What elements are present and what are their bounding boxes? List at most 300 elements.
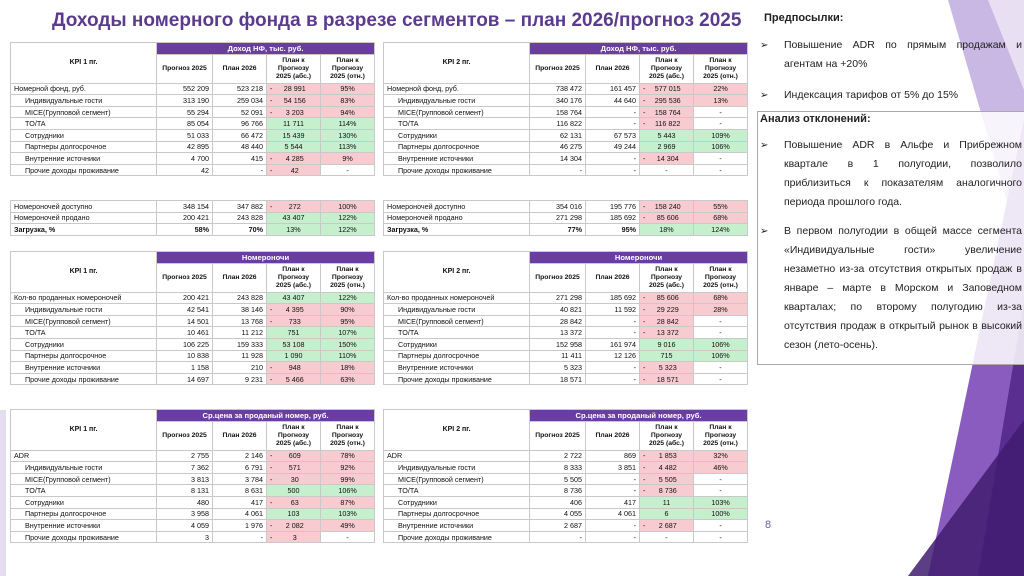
negative-sign: - (643, 119, 646, 129)
cell-rel-delta: 114% (321, 118, 375, 130)
cell-abs-delta (267, 496, 321, 508)
abs-value: 103 (287, 509, 300, 519)
cell-abs-delta (267, 485, 321, 497)
cell-abs-delta (640, 164, 694, 176)
cell-forecast: 406 (530, 496, 586, 508)
row-label: Кол-во проданных номероночей (384, 292, 530, 304)
abs-value: 4 395 (285, 304, 304, 314)
table-row (11, 450, 375, 462)
abs-value: 30 (290, 474, 299, 484)
col-abs: План к Прогнозу 2025 (абс.) (267, 54, 321, 83)
row-label: MICE(Групповой сегмент) (11, 473, 157, 485)
analysis-item: ➢ В первом полугодии в общей массе сегмента «Индивидуальные гости» увеличение незаметно из-за отсутствия открытых продаж в январе – марте в Морском и Заповедном кварталах; по второму полугодию из-за отсутствия продаж в открытый рынок в высокий сезон (лето-осень). (760, 222, 1022, 355)
table-header-row (384, 252, 748, 264)
row-label: ADR (11, 450, 157, 462)
row-label: Сотрудники (384, 496, 530, 508)
row-label: Внутренние источники (384, 153, 530, 165)
negative-sign: - (643, 520, 646, 530)
table-section-header: Ср.цена за проданый номер, руб. (157, 410, 375, 422)
abs-value: 63 (290, 497, 299, 507)
row-label: Номероночей продано (11, 212, 157, 224)
cell-forecast: 2 687 (530, 520, 586, 532)
cell-rel-delta: - (694, 315, 748, 327)
cell-forecast: 46 275 (530, 141, 586, 153)
row-label: Индивидуальные гости (11, 462, 157, 474)
cell-abs-delta (640, 83, 694, 95)
cell-rel-delta: 32% (694, 450, 748, 462)
cell-forecast: 10 461 (157, 327, 213, 339)
analysis-item: ➢ Повышение ADR в Альфе и Прибрежном квартале в 1 полугодии, позволило приблизиться к показателям аналогичного периода прошлого года. (760, 136, 1022, 212)
cell-plan: - (213, 164, 267, 176)
cell-forecast: 2 755 (157, 450, 213, 462)
abs-value: 116 822 (654, 119, 681, 129)
cell-forecast: 158 764 (530, 106, 586, 118)
col-rel: План к Прогнозу 2025 (отн.) (321, 54, 375, 83)
cell-rel-delta: 95% (321, 83, 375, 95)
row-label: Партнеры долгосрочное (384, 350, 530, 362)
table-row (11, 473, 375, 485)
cell-forecast: 3 (157, 531, 213, 543)
cell-abs-delta (640, 129, 694, 141)
negative-sign: - (643, 107, 646, 117)
cell-rel-delta: 63% (321, 373, 375, 385)
cell-plan: - (586, 164, 640, 176)
cell-rel-delta: - (321, 164, 375, 176)
cell-rel-delta: 78% (321, 450, 375, 462)
premises-title: Предпосылки: (764, 12, 844, 24)
table-header-row (11, 252, 375, 264)
occupancy-table-h1 (10, 200, 375, 236)
negative-sign: - (270, 497, 273, 507)
cell-forecast: 8 736 (530, 485, 586, 497)
abs-value: 43 407 (282, 293, 305, 303)
table-header-row (11, 43, 375, 55)
cell-abs-delta (640, 496, 694, 508)
cell-forecast: 106 225 (157, 338, 213, 350)
cell-abs-delta (640, 473, 694, 485)
cell-rel-delta: 124% (694, 224, 748, 236)
cell-rel-delta: 150% (321, 338, 375, 350)
negative-sign: - (270, 462, 273, 472)
table-row (11, 373, 375, 385)
row-label: Номероночей продано (384, 212, 530, 224)
cell-forecast: 4 059 (157, 520, 213, 532)
cell-plan: 415 (213, 153, 267, 165)
row-label: Сотрудники (11, 338, 157, 350)
cell-forecast: 2 722 (530, 450, 586, 462)
table-row (11, 327, 375, 339)
row-label: TO/TA (384, 118, 530, 130)
row-label: TO/TA (384, 485, 530, 497)
cell-rel-delta: - (694, 106, 748, 118)
table-row (11, 462, 375, 474)
col-rel: План к Прогнозу 2025 (отн.) (321, 263, 375, 292)
cell-rel-delta: 9% (321, 153, 375, 165)
col-plan: План 2026 (213, 54, 267, 83)
row-label: Загрузка, % (11, 224, 157, 236)
cell-forecast: 11 411 (530, 350, 586, 362)
abs-value: 14 304 (656, 153, 679, 163)
cell-abs-delta (267, 315, 321, 327)
cell-forecast: 10 838 (157, 350, 213, 362)
table-row (384, 118, 748, 130)
row-label: Партнеры долгосрочное (11, 508, 157, 520)
table-row (384, 304, 748, 316)
cell-forecast: 42 895 (157, 141, 213, 153)
cell-rel-delta: 68% (694, 212, 748, 224)
abs-value: 2 082 (285, 520, 304, 530)
col-rel: План к Прогнозу 2025 (отн.) (694, 421, 748, 450)
table-row (384, 292, 748, 304)
abs-value: 733 (288, 316, 301, 326)
cell-abs-delta (640, 141, 694, 153)
table-section-header: Номероночи (157, 252, 375, 264)
table-header-row (384, 43, 748, 55)
avg-price-table-h2 (383, 409, 748, 543)
cell-plan: 243 828 (213, 212, 267, 224)
cell-abs-delta (640, 304, 694, 316)
table-row (11, 362, 375, 374)
cell-forecast: 51 033 (157, 129, 213, 141)
cell-forecast: - (530, 531, 586, 543)
cell-plan: 159 333 (213, 338, 267, 350)
analysis-title: Анализ отклонений: (760, 113, 871, 125)
abs-value: 29 229 (656, 304, 679, 314)
cell-abs-delta (640, 462, 694, 474)
cell-plan: - (586, 315, 640, 327)
row-label: Индивидуальные гости (384, 95, 530, 107)
cell-rel-delta: 46% (694, 462, 748, 474)
negative-sign: - (643, 213, 646, 223)
left-accent-bar (0, 410, 6, 576)
cell-rel-delta: 103% (694, 496, 748, 508)
arrow-bullet-icon: ➢ (760, 226, 769, 237)
col-abs: План к Прогнозу 2025 (абс.) (640, 263, 694, 292)
cell-rel-delta: 90% (321, 304, 375, 316)
cell-rel-delta: 106% (321, 485, 375, 497)
room-nights-table-h2 (383, 251, 748, 385)
negative-sign: - (270, 84, 273, 94)
cell-plan: 195 776 (586, 201, 640, 213)
cell-plan: - (586, 473, 640, 485)
col-abs: План к Прогнозу 2025 (абс.) (640, 54, 694, 83)
cell-plan: - (586, 118, 640, 130)
cell-abs-delta (267, 362, 321, 374)
cell-abs-delta (640, 153, 694, 165)
cell-abs-delta (267, 462, 321, 474)
negative-sign: - (270, 362, 273, 372)
cell-forecast: 58% (157, 224, 213, 236)
abs-value: 948 (288, 362, 301, 372)
table-section-header: Номероночи (530, 252, 748, 264)
row-label: Номерной фонд, руб. (384, 83, 530, 95)
table-row (384, 485, 748, 497)
cell-abs-delta (267, 129, 321, 141)
cell-plan: 96 766 (213, 118, 267, 130)
col-forecast: Прогноз 2025 (157, 54, 213, 83)
col-abs: План к Прогнозу 2025 (абс.) (267, 263, 321, 292)
cell-rel-delta: 94% (321, 106, 375, 118)
cell-abs-delta (267, 201, 321, 213)
negative-sign: - (270, 532, 273, 542)
cell-plan: 70% (213, 224, 267, 236)
cell-forecast: 354 016 (530, 201, 586, 213)
col-plan: План 2026 (586, 421, 640, 450)
abs-value: 4 482 (658, 462, 677, 472)
table-header-row (384, 410, 748, 422)
cell-abs-delta (640, 292, 694, 304)
cell-rel-delta: 100% (321, 201, 375, 213)
table-row (384, 327, 748, 339)
row-label: Индивидуальные гости (11, 95, 157, 107)
cell-plan: 66 472 (213, 129, 267, 141)
cell-forecast: 62 131 (530, 129, 586, 141)
row-label: Кол-во проданных номероночей (11, 292, 157, 304)
table-row (384, 508, 748, 520)
abs-value: 3 203 (285, 107, 304, 117)
abs-value: 9 016 (657, 339, 676, 349)
cell-forecast: 116 822 (530, 118, 586, 130)
cell-rel-delta: 92% (321, 462, 375, 474)
negative-sign: - (643, 84, 646, 94)
cell-forecast: 200 421 (157, 292, 213, 304)
cell-abs-delta (267, 292, 321, 304)
row-label: Номероночей доступно (11, 201, 157, 213)
abs-value: - (665, 532, 668, 542)
abs-value: 11 (662, 497, 671, 507)
cell-plan: 4 061 (213, 508, 267, 520)
cell-rel-delta: - (694, 362, 748, 374)
row-label: Прочие доходы проживание (384, 373, 530, 385)
abs-value: 54 156 (283, 95, 306, 105)
cell-abs-delta (267, 224, 321, 236)
cell-forecast: 42 (157, 164, 213, 176)
cell-plan: 417 (586, 496, 640, 508)
cell-plan: - (586, 153, 640, 165)
table-row (11, 212, 375, 224)
cell-rel-delta: 18% (321, 362, 375, 374)
table-row (11, 292, 375, 304)
table-row (384, 106, 748, 118)
negative-sign: - (270, 165, 273, 175)
cell-plan: 243 828 (213, 292, 267, 304)
cell-abs-delta (267, 106, 321, 118)
table-row (11, 83, 375, 95)
cell-rel-delta: - (694, 473, 748, 485)
cell-forecast: 480 (157, 496, 213, 508)
cell-forecast: 40 821 (530, 304, 586, 316)
cell-abs-delta (267, 520, 321, 532)
cell-forecast: 4 055 (530, 508, 586, 520)
cell-abs-delta (640, 106, 694, 118)
cell-rel-delta: - (694, 373, 748, 385)
negative-sign: - (643, 304, 646, 314)
table-row (11, 95, 375, 107)
row-label: MICE(Групповой сегмент) (384, 315, 530, 327)
abs-value: 715 (660, 351, 673, 361)
cell-plan: 13 768 (213, 315, 267, 327)
occupancy-table-h2 (383, 200, 748, 236)
kpi-label: KPI 2 пг. (384, 43, 530, 84)
abs-value: 4 285 (285, 153, 304, 163)
cell-plan: 44 640 (586, 95, 640, 107)
negative-sign: - (643, 462, 646, 472)
cell-forecast: 7 362 (157, 462, 213, 474)
cell-abs-delta (267, 212, 321, 224)
row-label: ADR (384, 450, 530, 462)
col-forecast: Прогноз 2025 (530, 263, 586, 292)
cell-plan: 8 631 (213, 485, 267, 497)
cell-rel-delta: - (694, 164, 748, 176)
row-label: Прочие доходы проживание (384, 164, 530, 176)
abs-value: 3 (292, 532, 297, 542)
cell-forecast: 8 131 (157, 485, 213, 497)
cell-forecast: 200 421 (157, 212, 213, 224)
cell-abs-delta (267, 118, 321, 130)
negative-sign: - (643, 362, 646, 372)
cell-forecast: 55 294 (157, 106, 213, 118)
cell-plan: 38 146 (213, 304, 267, 316)
cell-abs-delta (640, 212, 694, 224)
abs-value: 2 687 (658, 520, 677, 530)
table-row (384, 450, 748, 462)
cell-forecast: 18 571 (530, 373, 586, 385)
abs-value: 43 407 (282, 213, 305, 223)
cell-plan: 49 244 (586, 141, 640, 153)
cell-plan: - (586, 362, 640, 374)
abs-value: 85 606 (656, 213, 679, 223)
cell-abs-delta (267, 373, 321, 385)
cell-abs-delta (640, 373, 694, 385)
cell-forecast: 271 298 (530, 292, 586, 304)
row-label: Прочие доходы проживание (384, 531, 530, 543)
table-row (11, 520, 375, 532)
col-forecast: Прогноз 2025 (157, 421, 213, 450)
cell-forecast: 313 190 (157, 95, 213, 107)
abs-value: 6 (664, 509, 669, 519)
cell-forecast: 14 501 (157, 315, 213, 327)
cell-plan: 3 851 (586, 462, 640, 474)
table-section-header: Доход НФ, тыс. руб. (157, 43, 375, 55)
abs-value: 18% (659, 224, 674, 234)
row-label: MICE(Групповой сегмент) (11, 315, 157, 327)
cell-plan: 67 573 (586, 129, 640, 141)
table-row (384, 315, 748, 327)
cell-plan: 259 034 (213, 95, 267, 107)
cell-abs-delta (640, 224, 694, 236)
cell-abs-delta (267, 350, 321, 362)
abs-value: 158 240 (654, 201, 681, 211)
cell-abs-delta (267, 164, 321, 176)
row-label: Индивидуальные гости (384, 462, 530, 474)
col-rel: План к Прогнозу 2025 (отн.) (321, 421, 375, 450)
negative-sign: - (270, 304, 273, 314)
abs-value: 53 108 (282, 339, 305, 349)
table-row (384, 224, 748, 236)
negative-sign: - (643, 328, 646, 338)
table-row (384, 83, 748, 95)
row-label: Прочие доходы проживание (11, 531, 157, 543)
row-label: Внутренние источники (384, 362, 530, 374)
col-plan: План 2026 (213, 421, 267, 450)
cell-abs-delta (640, 327, 694, 339)
abs-value: 577 015 (654, 84, 681, 94)
table-row (384, 95, 748, 107)
row-label: TO/TA (11, 485, 157, 497)
cell-rel-delta: - (694, 531, 748, 543)
table-row (384, 520, 748, 532)
row-label: TO/TA (384, 327, 530, 339)
cell-forecast: 85 054 (157, 118, 213, 130)
table-row (11, 118, 375, 130)
table-row (11, 164, 375, 176)
cell-rel-delta: 106% (694, 350, 748, 362)
negative-sign: - (643, 486, 646, 496)
abs-value: 1 090 (284, 351, 303, 361)
table-row (11, 304, 375, 316)
table-row (384, 141, 748, 153)
table-row (11, 496, 375, 508)
cell-rel-delta: - (694, 520, 748, 532)
cell-forecast: 3 958 (157, 508, 213, 520)
col-forecast: Прогноз 2025 (157, 263, 213, 292)
negative-sign: - (270, 316, 273, 326)
cell-rel-delta: 55% (694, 201, 748, 213)
row-label: Внутренние источники (11, 520, 157, 532)
negative-sign: - (270, 95, 273, 105)
table-row (384, 496, 748, 508)
abs-value: 295 536 (654, 95, 681, 105)
cell-forecast: 13 372 (530, 327, 586, 339)
row-label: Партнеры долгосрочное (11, 350, 157, 362)
table-row (384, 338, 748, 350)
row-label: Прочие доходы проживание (11, 164, 157, 176)
table-row (11, 315, 375, 327)
cell-abs-delta (640, 450, 694, 462)
cell-abs-delta (640, 362, 694, 374)
cell-abs-delta (267, 153, 321, 165)
cell-plan: 347 882 (213, 201, 267, 213)
negative-sign: - (270, 107, 273, 117)
abs-value: 1 853 (658, 451, 677, 461)
cell-abs-delta (267, 338, 321, 350)
cell-plan: - (586, 520, 640, 532)
cell-plan: - (586, 327, 640, 339)
cell-rel-delta: - (694, 327, 748, 339)
cell-abs-delta (267, 531, 321, 543)
cell-rel-delta: 95% (321, 315, 375, 327)
col-forecast: Прогноз 2025 (530, 421, 586, 450)
row-label: Индивидуальные гости (11, 304, 157, 316)
table-row (11, 338, 375, 350)
abs-value: 5 544 (284, 142, 303, 152)
cell-forecast: 8 333 (530, 462, 586, 474)
cell-plan: 12 126 (586, 350, 640, 362)
cell-rel-delta: 68% (694, 292, 748, 304)
table-row (11, 201, 375, 213)
row-label: MICE(Групповой сегмент) (11, 106, 157, 118)
cell-forecast: 77% (530, 224, 586, 236)
table-row (11, 153, 375, 165)
table-row (384, 201, 748, 213)
table-section-header: Ср.цена за проданый номер, руб. (530, 410, 748, 422)
row-label: Прочие доходы проживание (11, 373, 157, 385)
table-row (11, 141, 375, 153)
cell-forecast: 340 176 (530, 95, 586, 107)
cell-rel-delta: 122% (321, 224, 375, 236)
kpi-label: KPI 1 пг. (11, 43, 157, 84)
abs-value: 158 764 (654, 107, 681, 117)
